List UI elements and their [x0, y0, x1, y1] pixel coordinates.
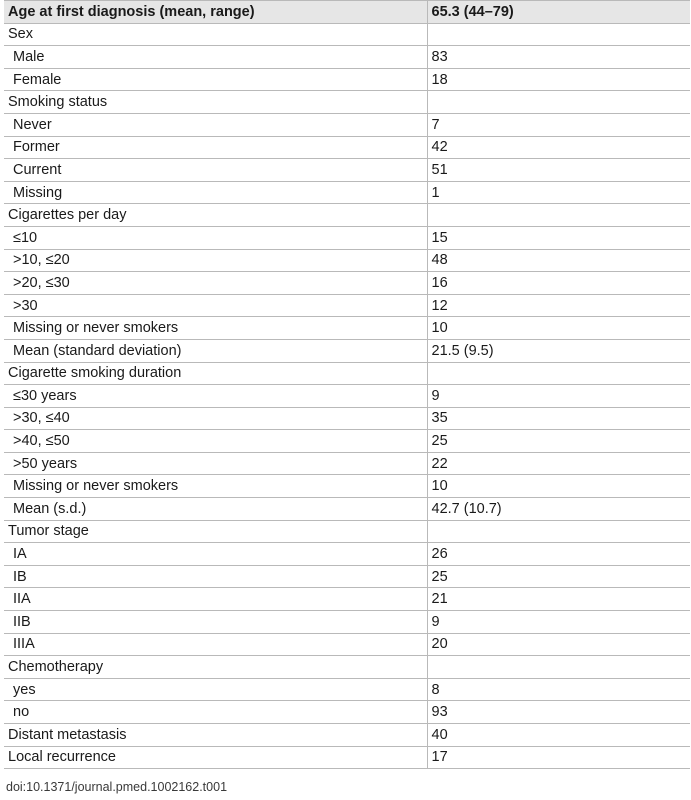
table-row — [4, 588, 690, 611]
row-value: 42 — [427, 136, 690, 159]
table-row — [4, 543, 690, 566]
table-row — [4, 452, 690, 475]
row-label: Missing — [4, 181, 427, 204]
row-label: >30, ≤40 — [4, 407, 427, 430]
row-label: >30 — [4, 294, 427, 317]
table-row — [4, 159, 690, 182]
row-label: IIA — [4, 588, 427, 611]
table-row — [4, 23, 690, 46]
row-label: Female — [4, 68, 427, 91]
table-row — [4, 249, 690, 272]
table-row — [4, 46, 690, 69]
row-value: 21 — [427, 588, 690, 611]
row-value: 1 — [427, 181, 690, 204]
row-label: Local recurrence — [4, 746, 427, 769]
row-label: >10, ≤20 — [4, 249, 427, 272]
row-value: 83 — [427, 46, 690, 69]
table-row — [4, 339, 690, 362]
table-row — [4, 724, 690, 747]
row-label: Mean (standard deviation) — [4, 339, 427, 362]
row-value — [427, 204, 690, 227]
table-row — [4, 701, 690, 724]
doi-footer: doi:10.1371/journal.pmed.1002162.t001 — [6, 780, 228, 794]
row-label: Sex — [4, 23, 427, 46]
table-body — [4, 23, 690, 769]
table-row — [4, 113, 690, 136]
table-row — [4, 317, 690, 340]
row-label: Smoking status — [4, 91, 427, 114]
table-row — [4, 611, 690, 634]
row-value: 20 — [427, 633, 690, 656]
row-value: 16 — [427, 272, 690, 295]
row-value: 93 — [427, 701, 690, 724]
row-value: 40 — [427, 724, 690, 747]
row-label: yes — [4, 678, 427, 701]
row-value: 8 — [427, 678, 690, 701]
row-value: 26 — [427, 543, 690, 566]
row-label: Missing or never smokers — [4, 317, 427, 340]
row-value: 22 — [427, 452, 690, 475]
row-value: 17 — [427, 746, 690, 769]
row-label: Mean (s.d.) — [4, 498, 427, 521]
row-label: Distant metastasis — [4, 724, 427, 747]
table-row — [4, 656, 690, 679]
table-row — [4, 498, 690, 521]
table-row — [4, 226, 690, 249]
row-label: ≤10 — [4, 226, 427, 249]
row-label: Current — [4, 159, 427, 182]
row-value: 10 — [427, 317, 690, 340]
table-row — [4, 565, 690, 588]
row-label: ≤30 years — [4, 385, 427, 408]
table-row — [4, 633, 690, 656]
table-row — [4, 746, 690, 769]
row-label: IA — [4, 543, 427, 566]
row-value: 42.7 (10.7) — [427, 498, 690, 521]
row-value: 35 — [427, 407, 690, 430]
header-label: Age at first diagnosis (mean, range) — [4, 1, 427, 24]
patient-characteristics-table — [4, 0, 690, 769]
row-value: 48 — [427, 249, 690, 272]
table-row — [4, 294, 690, 317]
row-value: 51 — [427, 159, 690, 182]
row-label: Cigarette smoking duration — [4, 362, 427, 385]
row-label: Male — [4, 46, 427, 69]
row-label: IB — [4, 565, 427, 588]
row-label: >20, ≤30 — [4, 272, 427, 295]
table-header-row — [4, 1, 690, 24]
table-row — [4, 520, 690, 543]
row-label: Never — [4, 113, 427, 136]
row-label: >40, ≤50 — [4, 430, 427, 453]
row-value: 9 — [427, 611, 690, 634]
row-value: 18 — [427, 68, 690, 91]
row-label: Missing or never smokers — [4, 475, 427, 498]
row-value: 21.5 (9.5) — [427, 339, 690, 362]
row-label: IIIA — [4, 633, 427, 656]
row-label: no — [4, 701, 427, 724]
header-value: 65.3 (44–79) — [427, 1, 690, 24]
table-row — [4, 678, 690, 701]
row-label: Former — [4, 136, 427, 159]
table-row — [4, 204, 690, 227]
row-label: IIB — [4, 611, 427, 634]
row-label: Chemotherapy — [4, 656, 427, 679]
table-row — [4, 475, 690, 498]
table-row — [4, 407, 690, 430]
row-value: 25 — [427, 430, 690, 453]
row-value — [427, 23, 690, 46]
row-value — [427, 91, 690, 114]
row-value: 15 — [427, 226, 690, 249]
row-value — [427, 656, 690, 679]
row-label: Tumor stage — [4, 520, 427, 543]
row-value — [427, 362, 690, 385]
table-row — [4, 430, 690, 453]
table-row — [4, 68, 690, 91]
row-value — [427, 520, 690, 543]
row-value: 9 — [427, 385, 690, 408]
row-value: 25 — [427, 565, 690, 588]
table-row — [4, 272, 690, 295]
table-row — [4, 362, 690, 385]
row-label: >50 years — [4, 452, 427, 475]
row-value: 7 — [427, 113, 690, 136]
table-row — [4, 385, 690, 408]
table-row — [4, 91, 690, 114]
table-row — [4, 136, 690, 159]
table-row — [4, 181, 690, 204]
row-value: 12 — [427, 294, 690, 317]
row-value: 10 — [427, 475, 690, 498]
row-label: Cigarettes per day — [4, 204, 427, 227]
